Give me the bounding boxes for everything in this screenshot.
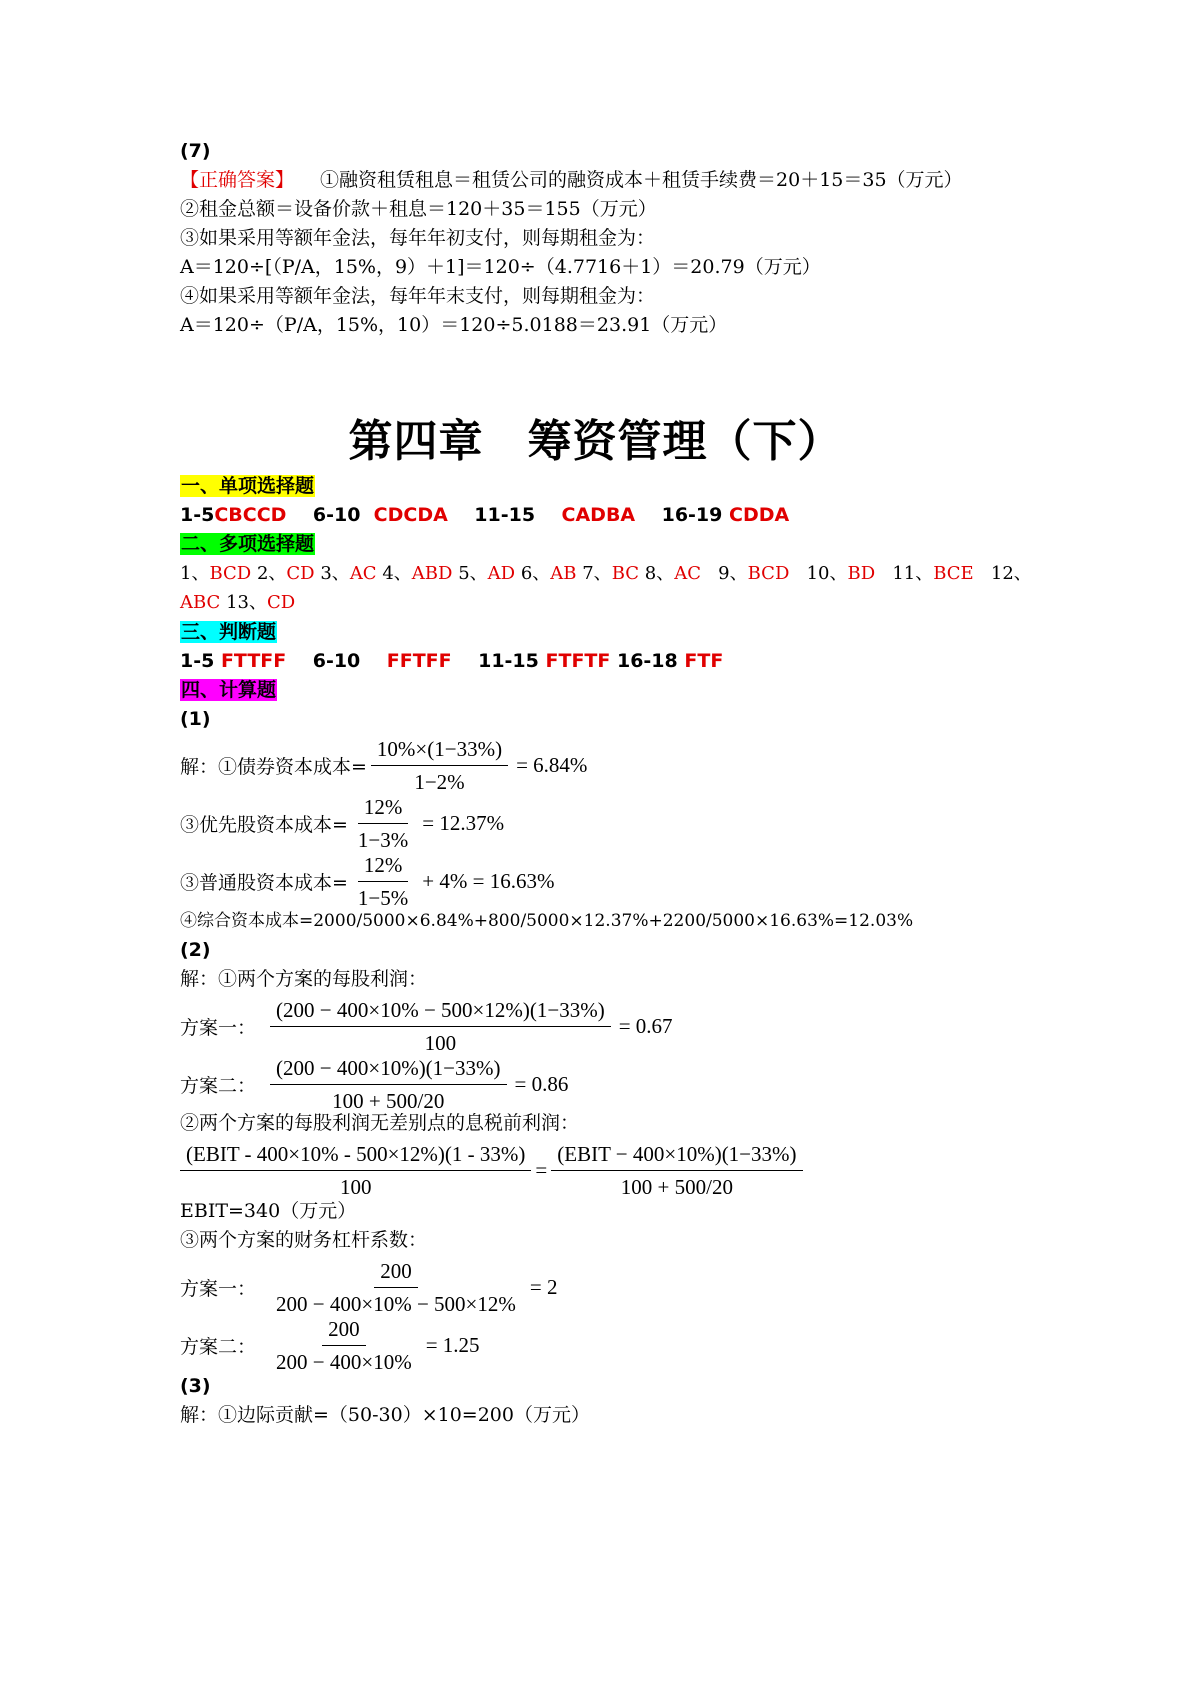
plan-a-label: 方案一： [180, 1017, 257, 1039]
mc-number: 2、 [256, 563, 287, 584]
dfl-plan-b-fraction [270, 1315, 418, 1376]
eps-plan-b-result: = 0.86 [514, 1072, 569, 1096]
mc-answer: ABD [411, 563, 453, 584]
dfl-plan-a-equation [180, 1257, 557, 1318]
multi-choice-answers-line-1 [180, 559, 1032, 589]
common-cost-equation [180, 851, 554, 912]
common-cost-fraction [352, 851, 414, 912]
tf-answer-1: FTTFF [220, 650, 287, 672]
dfl-plan-b-equation [180, 1315, 480, 1376]
eps-plan-b-fraction [270, 1054, 507, 1115]
eps-plan-b-equation [180, 1054, 568, 1115]
sc-answer-3: CADBA [561, 504, 636, 526]
chapter-number: 第四章 [348, 416, 484, 467]
single-choice-heading-row [180, 471, 315, 501]
fraction-denominator: 100 [424, 1031, 457, 1055]
answer-line-3: ③如果采用等额年金法，每年年初支付，则每期租金为： [180, 227, 656, 249]
true-false-answers [180, 646, 723, 676]
tf-answer-2: FFTFF [386, 650, 452, 672]
mc-answer: BCD [747, 563, 790, 584]
plan-b-label: 方案二： [180, 1336, 257, 1358]
dfl-intro: ③两个方案的财务杠杆系数： [180, 1229, 428, 1251]
bond-cost-equation [180, 735, 587, 796]
mc-answer: AB [550, 563, 577, 584]
fraction-numerator: (EBIT - 400×10% - 500×12%)(1 - 33%) [180, 1140, 531, 1171]
sc-range-3: 11-15 [474, 504, 536, 526]
fraction-numerator: (200 − 400×10% − 500×12%)(1−33%) [270, 996, 611, 1027]
answer-line-2: ②租金总额＝设备价款＋租息＝120＋35＝155（万元） [180, 198, 657, 220]
mc-answer: AD [487, 563, 516, 584]
mc-answer: BD [847, 563, 876, 584]
preferred-cost-fraction [352, 793, 414, 854]
ebit-right-fraction [551, 1140, 802, 1201]
tf-range-2: 6-10 [312, 650, 361, 672]
multi-choice-heading-row [180, 529, 315, 559]
ebit-left-fraction [180, 1140, 531, 1201]
sc-answer-1: CBCCD [214, 504, 287, 526]
mc-answer: CD [266, 592, 296, 613]
sc-answer-4: CDDA [729, 504, 790, 526]
eps-intro: 解：①两个方案的每股利润： [180, 968, 428, 990]
mc-number: 5、 [458, 563, 488, 584]
eps-plan-a-result: = 0.67 [618, 1014, 673, 1038]
tf-answer-4: FTF [684, 650, 724, 672]
mc-answer: CD [286, 563, 315, 584]
answer-line-4: A＝120÷[（P/A，15%，9）＋1]＝120÷（4.7716＋1）＝20.79（万元） [180, 256, 821, 278]
fraction-denominator: 100 + 500/20 [332, 1089, 445, 1113]
problem-label-1: (1) [180, 708, 211, 730]
tf-range-1: 1-5 [180, 650, 215, 672]
mc-number: 12、 [990, 563, 1032, 584]
equals-sign: = [535, 1158, 548, 1182]
correct-answer-tag: 【正确答案】 [180, 169, 295, 191]
problem-label-3: (3) [180, 1375, 211, 1397]
mc-number: 7、 [582, 563, 612, 584]
fraction-denominator: 100 + 500/20 [620, 1175, 733, 1199]
fraction-denominator: 1−3% [357, 828, 409, 852]
tf-range-4: 16-18 [616, 650, 678, 672]
mc-answer: BCD [209, 563, 252, 584]
bond-cost-result: = 6.84% [516, 753, 588, 777]
sc-range-1: 1-5 [180, 504, 215, 526]
calc-heading: 四、计算题 [181, 679, 277, 701]
dfl-plan-a-fraction [270, 1257, 522, 1318]
mc-number: 1、 [180, 563, 210, 584]
answer-line-6: A＝120÷（P/A，15%，10）＝120÷5.0188＝23.91（万元） [180, 314, 728, 336]
ebit-result: EBIT=340（万元） [180, 1200, 357, 1222]
plan-a-label: 方案一： [180, 1278, 257, 1300]
mc-number: 9、 [718, 563, 748, 584]
chapter-title [0, 405, 1191, 469]
mc-answer: AC [674, 563, 701, 584]
bond-cost-label: 解：①债券资本成本= [180, 756, 367, 778]
ebit-indifference-equation [176, 1140, 807, 1201]
answer-line-5: ④如果采用等额年金法，每年年末支付，则每期租金为： [180, 285, 656, 307]
contribution-margin-line: 解：①边际贡献=（50-30）×10=200（万元） [180, 1404, 590, 1426]
lease-interest-text: ①融资租赁租息＝租赁公司的融资成本＋租赁手续费＝20＋15＝35（万元） [320, 169, 963, 191]
fraction-denominator: 1−5% [357, 886, 409, 910]
mc-number: 11、 [892, 563, 934, 584]
sc-range-4: 16-19 [661, 504, 723, 526]
preferred-cost-equation [180, 793, 504, 854]
fraction-numerator: 12% [358, 793, 409, 824]
sc-range-2: 6-10 [312, 504, 361, 526]
chapter-name: 筹资管理（下） [527, 416, 843, 467]
fraction-numerator: (EBIT − 400×10%)(1−33%) [551, 1140, 802, 1171]
single-choice-heading: 一、单项选择题 [181, 475, 315, 497]
preferred-cost-label: ③优先股资本成本= [180, 814, 348, 836]
mc-answer: BC [611, 563, 640, 584]
fraction-denominator: 100 [339, 1175, 372, 1199]
common-cost-result: + 4% = 16.63% [422, 869, 555, 893]
problem-label-2: (2) [180, 939, 211, 961]
answer-line-1 [180, 165, 963, 195]
fraction-numerator: 200 [374, 1257, 418, 1288]
multi-choice-heading: 二、多项选择题 [181, 533, 315, 555]
wacc-line: ④综合资本成本=2000/5000×6.84%+800/5000×12.37%+2200/5000×16.63%=12.03% [180, 911, 914, 931]
tf-answer-3: FTFTF [545, 650, 611, 672]
fraction-denominator: 1−2% [414, 770, 465, 794]
dfl-plan-a-result: = 2 [529, 1275, 558, 1299]
mc-answer: BCE [933, 563, 974, 584]
mc-number: 4、 [382, 563, 412, 584]
single-choice-answers [180, 500, 789, 530]
plan-b-label: 方案二： [180, 1075, 257, 1097]
true-false-heading-row [180, 617, 277, 647]
dfl-plan-b-result: = 1.25 [425, 1333, 480, 1357]
mc-number: 6、 [520, 563, 551, 584]
eps-plan-a-fraction [270, 996, 611, 1057]
fraction-numerator: 12% [358, 851, 409, 882]
fraction-denominator: 200 − 400×10% − 500×12% [276, 1292, 516, 1316]
mc-answer: ABC [180, 592, 221, 613]
true-false-heading: 三、判断题 [181, 621, 277, 643]
fraction-denominator: 200 − 400×10% [276, 1350, 412, 1374]
sc-answer-2: CDCDA [373, 504, 448, 526]
tf-range-3: 11-15 [478, 650, 539, 672]
mc-number: 13、 [226, 592, 267, 613]
calc-heading-row [180, 675, 277, 705]
fraction-numerator: 10%×(1−33%) [371, 735, 508, 766]
fraction-numerator: 200 [322, 1315, 366, 1346]
eps-plan-a-equation [180, 996, 673, 1057]
preferred-cost-result: = 12.37% [422, 811, 505, 835]
mc-number: 8、 [644, 563, 675, 584]
ebit-intro: ②两个方案的每股利润无差别点的息税前利润： [180, 1112, 580, 1134]
mc-number: 10、 [806, 563, 848, 584]
common-cost-label: ③普通股资本成本= [180, 872, 348, 894]
question-label-7: (7) [180, 140, 211, 162]
fraction-numerator: (200 − 400×10%)(1−33%) [270, 1054, 507, 1085]
multi-choice-answers-line-2 [180, 588, 295, 618]
mc-answer: AC [349, 563, 377, 584]
mc-number: 3、 [320, 563, 350, 584]
bond-cost-fraction [371, 735, 508, 796]
